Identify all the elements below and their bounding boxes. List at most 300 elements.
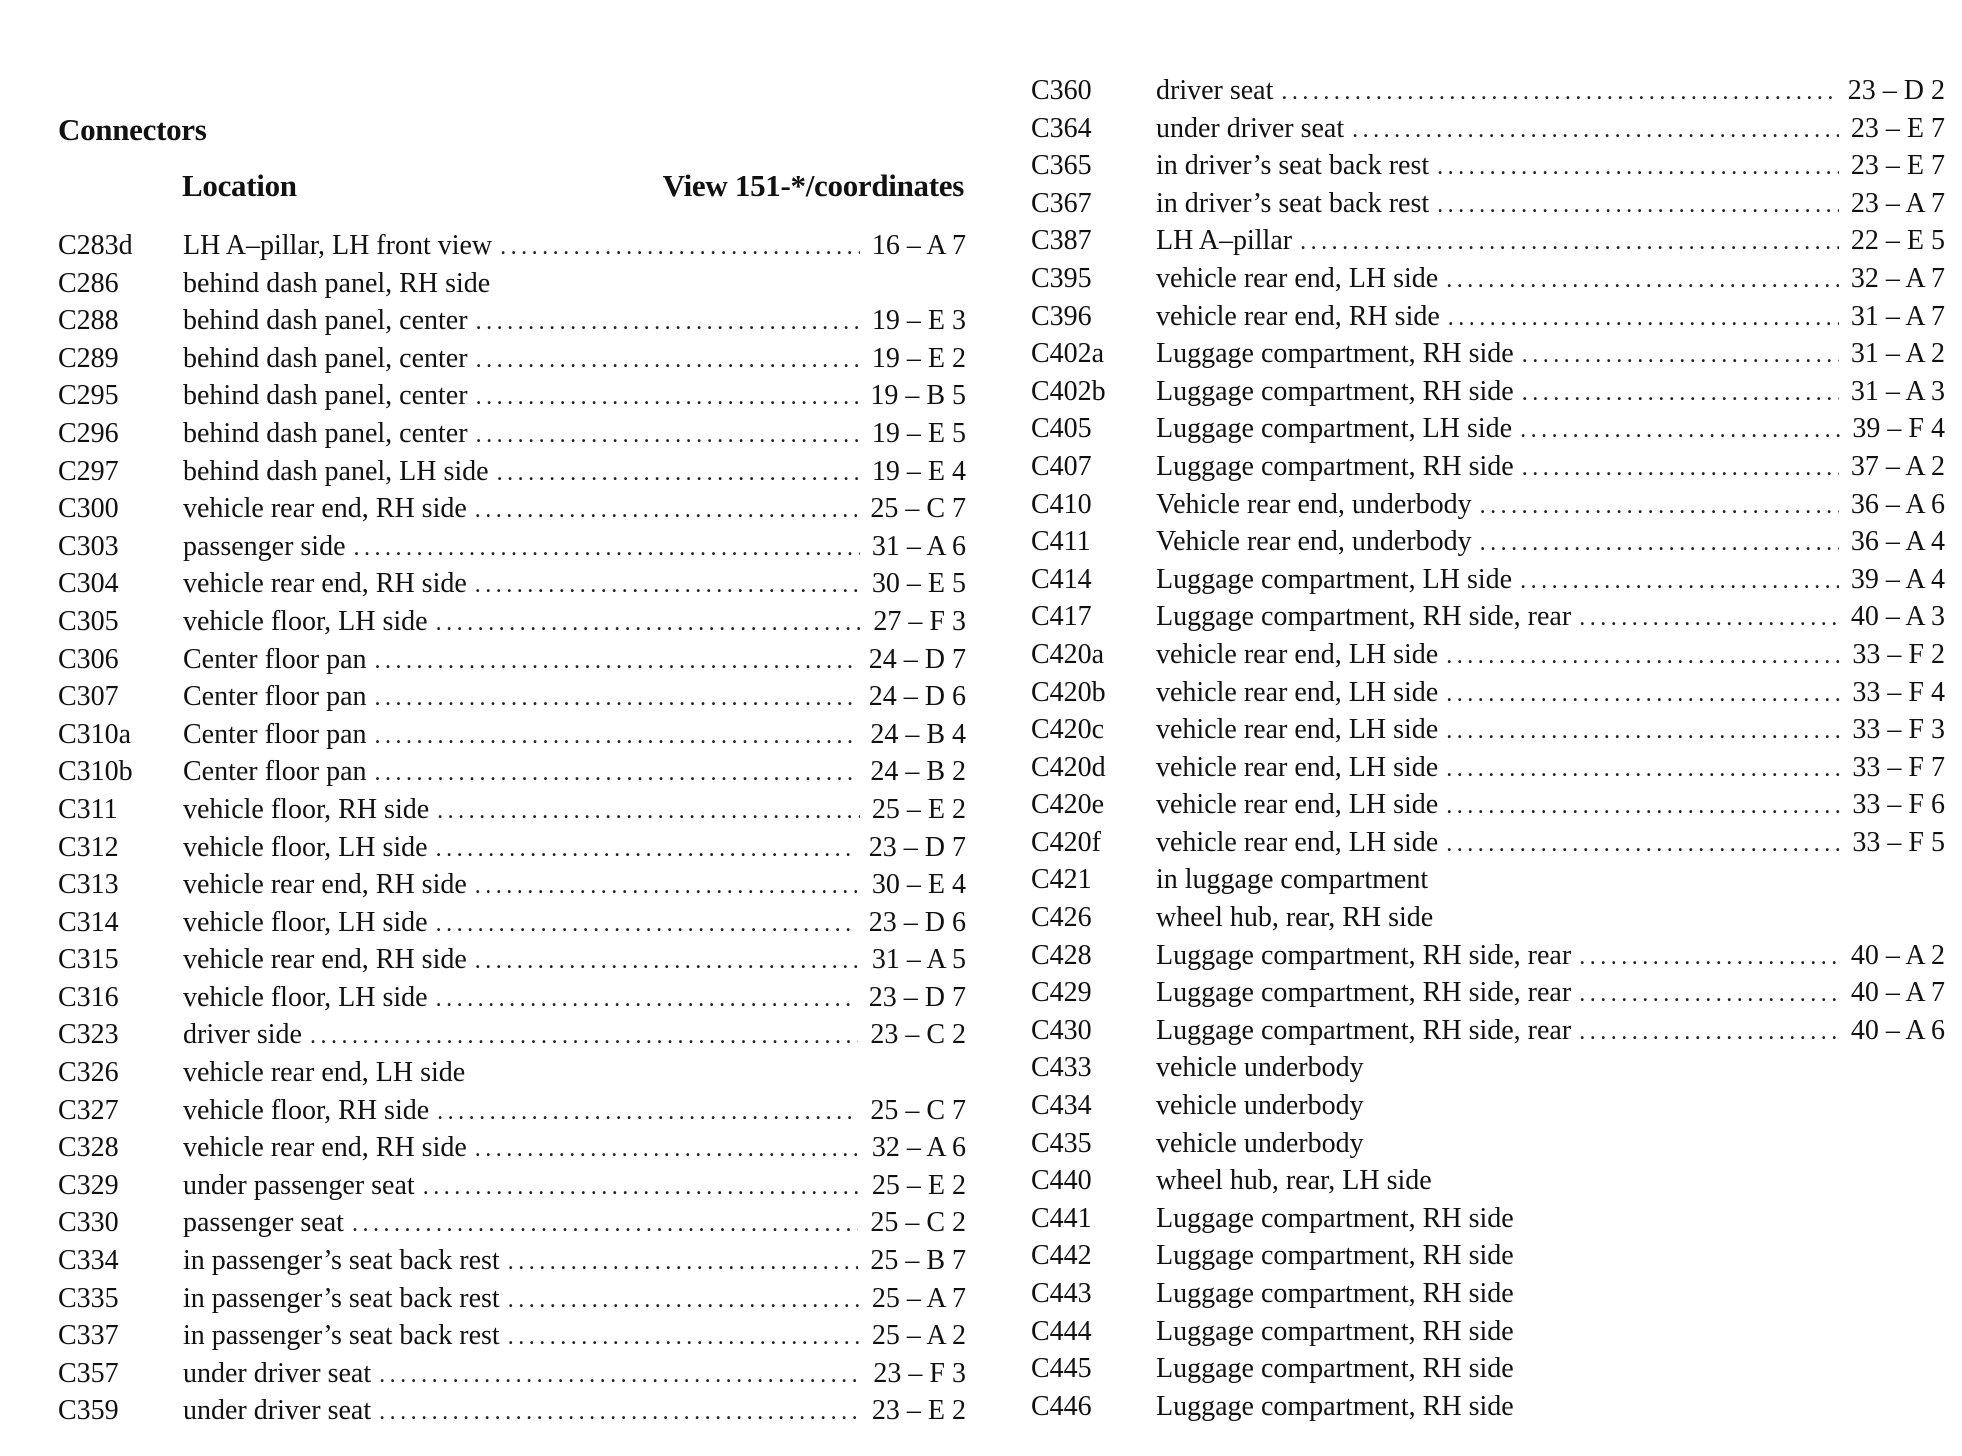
dot-leader [508, 1244, 859, 1282]
connector-coordinates: 40 – A 6 [1850, 1014, 1945, 1046]
dot-leader [310, 1018, 858, 1056]
connector-code: C334 [58, 1245, 119, 1277]
connector-row [1031, 448, 1945, 486]
dot-leader [1520, 563, 1839, 601]
dot-leader [1446, 676, 1840, 714]
dot-leader [1522, 337, 1839, 375]
connector-location: behind dash panel, center [183, 417, 468, 449]
dot-leader [436, 906, 857, 944]
connector-code: C434 [1031, 1090, 1092, 1122]
connector-location: vehicle floor, LH side [183, 605, 428, 637]
connector-location: vehicle rear end, LH side [1156, 751, 1439, 783]
connector-row [58, 227, 966, 265]
connector-location: Luggage compartment, RH side, rear [1156, 977, 1572, 1009]
connector-row [58, 415, 966, 453]
connector-location: LH A–pillar, LH front view [183, 230, 493, 261]
connector-coordinates: 23 – D 7 [868, 831, 966, 863]
dot-leader [375, 643, 857, 681]
dot-leader [437, 793, 860, 831]
connector-code: C327 [58, 1094, 119, 1126]
connector-code: C405 [1031, 413, 1092, 445]
connector-location: under driver seat [183, 1395, 372, 1427]
connector-code: C420c [1031, 714, 1105, 746]
connector-row [58, 678, 966, 716]
connector-location: in passenger’s seat back rest [183, 1282, 500, 1314]
dot-leader [379, 1357, 861, 1395]
dot-leader [1281, 74, 1835, 112]
connector-row [1031, 1275, 1945, 1313]
connector-code: C429 [1031, 977, 1092, 1009]
connector-row [58, 753, 966, 791]
dot-leader [379, 1394, 860, 1432]
location-column-header: Location [182, 168, 297, 203]
connector-coordinates: 25 – E 2 [871, 1169, 966, 1201]
connector-row [1031, 899, 1945, 937]
connector-row [58, 265, 966, 303]
connector-coordinates: 25 – C 7 [870, 493, 966, 525]
connector-code: C310a [58, 718, 132, 750]
connector-location: vehicle rear end, LH side [1156, 826, 1439, 858]
connector-location: under driver seat [183, 1357, 372, 1389]
dot-leader [497, 455, 860, 493]
dot-leader [1446, 826, 1840, 864]
connector-location: vehicle rear end, LH side [1156, 638, 1439, 670]
connector-code: C359 [58, 1395, 119, 1427]
dot-leader [1579, 939, 1839, 977]
connector-coordinates: 25 – A 7 [871, 1282, 966, 1314]
connector-location: vehicle underbody [1156, 1052, 1364, 1084]
connector-location: Luggage compartment, RH side [1156, 338, 1514, 370]
dot-leader [1446, 751, 1840, 789]
connector-code: C305 [58, 605, 119, 637]
dot-leader [476, 304, 860, 342]
dot-leader [375, 755, 859, 793]
connector-location: vehicle rear end, LH side [1156, 676, 1439, 708]
connector-row [58, 1392, 966, 1430]
connector-code: C335 [58, 1282, 119, 1314]
connector-code: C414 [1031, 563, 1092, 595]
connector-row [58, 829, 966, 867]
connector-row [58, 603, 966, 641]
connector-coordinates: 24 – B 2 [870, 756, 966, 788]
connector-code: C295 [58, 380, 119, 412]
connector-code: C297 [58, 455, 119, 487]
connector-code: C310b [58, 756, 133, 788]
connector-coordinates: 23 – A 7 [1850, 187, 1945, 219]
connector-row [1031, 824, 1945, 862]
connector-coordinates: 23 – D 7 [868, 981, 966, 1013]
dot-leader [354, 530, 860, 568]
connector-location: Luggage compartment, RH side [1156, 1315, 1514, 1347]
connector-code: C440 [1031, 1165, 1092, 1197]
connector-row [58, 979, 966, 1017]
connector-location: vehicle rear end, LH side [183, 1057, 466, 1089]
page-title: Connectors [58, 112, 207, 147]
connector-code: C288 [58, 305, 119, 337]
connector-row [1031, 298, 1945, 336]
connector-row [1031, 373, 1945, 411]
connector-row [1031, 410, 1945, 448]
connector-row [1031, 561, 1945, 599]
dot-leader [1448, 300, 1839, 338]
connector-coordinates: 22 – E 5 [1850, 225, 1945, 257]
connector-location: vehicle rear end, RH side [183, 568, 467, 600]
connector-coordinates: 31 – A 2 [1850, 338, 1945, 370]
connector-code: C430 [1031, 1014, 1092, 1046]
dot-leader [375, 718, 859, 756]
dot-leader [1579, 600, 1839, 638]
connector-coordinates: 27 – F 3 [873, 605, 966, 637]
dot-leader [437, 1094, 858, 1132]
dot-leader [1437, 149, 1839, 187]
dot-leader [475, 868, 860, 906]
connector-code: C420b [1031, 676, 1106, 708]
connector-row [1031, 1313, 1945, 1351]
connector-location: vehicle floor, LH side [183, 831, 428, 863]
connector-coordinates: 19 – B 5 [870, 380, 966, 412]
connector-coordinates: 31 – A 5 [871, 944, 966, 976]
connector-code: C307 [58, 681, 119, 713]
dot-leader [476, 342, 860, 380]
connector-location: vehicle rear end, LH side [1156, 262, 1439, 294]
connector-code: C357 [58, 1357, 119, 1389]
connector-code: C410 [1031, 488, 1092, 520]
connector-code: C402a [1031, 338, 1105, 370]
dot-leader [436, 831, 857, 869]
connector-coordinates: 39 – A 4 [1850, 563, 1945, 595]
connector-location: Center floor pan [183, 643, 367, 675]
connector-location: wheel hub, rear, LH side [1156, 1165, 1432, 1197]
connector-code: C365 [1031, 150, 1092, 182]
connector-location: Luggage compartment, LH side [1156, 563, 1513, 595]
connector-row [58, 904, 966, 942]
connector-coordinates: 23 – E 7 [1850, 112, 1945, 144]
connector-row [58, 1092, 966, 1130]
connector-location: wheel hub, rear, RH side [1156, 902, 1434, 934]
dot-leader [1446, 713, 1840, 751]
connector-location: vehicle rear end, RH side [183, 869, 467, 901]
dot-leader [436, 981, 857, 1019]
connector-row [58, 866, 966, 904]
connector-code: C421 [1031, 864, 1092, 896]
connector-row [1031, 1049, 1945, 1087]
connector-code: C296 [58, 417, 119, 449]
connector-coordinates: 31 – A 6 [871, 530, 966, 562]
connector-row [1031, 1087, 1945, 1125]
connector-code: C315 [58, 944, 119, 976]
connector-row [1031, 749, 1945, 787]
connector-coordinates: 32 – A 7 [1850, 262, 1945, 294]
connector-location: behind dash panel, center [183, 380, 468, 412]
connector-location: Luggage compartment, RH side [1156, 1240, 1514, 1272]
connector-location: vehicle floor, LH side [183, 906, 428, 938]
dot-leader [476, 379, 859, 417]
dot-leader [475, 567, 860, 605]
connector-location: under passenger seat [183, 1169, 415, 1201]
dot-leader [476, 417, 860, 455]
connector-list-left [58, 227, 966, 1430]
connector-code: C417 [1031, 601, 1092, 633]
connector-row [58, 941, 966, 979]
dot-leader [1522, 375, 1839, 413]
connector-row [58, 340, 966, 378]
connector-coordinates: 33 – F 5 [1852, 826, 1945, 858]
connector-location: vehicle rear end, RH side [183, 944, 467, 976]
dot-leader [1522, 450, 1839, 488]
connector-location: in passenger’s seat back rest [183, 1245, 500, 1277]
connector-code: C304 [58, 568, 119, 600]
connector-coordinates: 33 – F 7 [1852, 751, 1945, 783]
connector-location: in luggage compartment [1156, 864, 1429, 896]
connector-row [1031, 974, 1945, 1012]
connector-row [58, 377, 966, 415]
connector-code: C433 [1031, 1052, 1092, 1084]
dot-leader [1520, 412, 1840, 450]
view-coordinates-column-header: View 151-*/coordinates [662, 168, 964, 203]
connector-coordinates: 25 – C 7 [870, 1094, 966, 1126]
connector-code: C367 [1031, 187, 1092, 219]
connector-coordinates: 19 – E 3 [871, 305, 966, 337]
connector-row [58, 716, 966, 754]
connector-code: C395 [1031, 262, 1092, 294]
connector-coordinates: 30 – E 4 [871, 869, 966, 901]
dot-leader [1446, 262, 1839, 300]
dot-leader [1480, 525, 1839, 563]
connector-row [58, 1054, 966, 1092]
connector-coordinates: 16 – A 7 [871, 230, 966, 261]
connector-list-right [1031, 72, 1945, 1425]
connector-location: behind dash panel, RH side [183, 267, 491, 299]
connector-location: Center floor pan [183, 718, 367, 750]
connector-row [58, 791, 966, 829]
connector-coordinates: 36 – A 4 [1850, 526, 1945, 558]
connector-code: C300 [58, 493, 119, 525]
connector-row [58, 1280, 966, 1318]
connector-row [58, 1355, 966, 1393]
dot-leader [423, 1169, 860, 1207]
connector-coordinates: 33 – F 4 [1852, 676, 1945, 708]
connector-location: Luggage compartment, RH side [1156, 450, 1514, 482]
connector-location: Luggage compartment, RH side [1156, 1278, 1514, 1309]
connector-location: vehicle rear end, LH side [1156, 714, 1439, 746]
connector-code: C313 [58, 869, 119, 901]
connector-location: in driver’s seat back rest [1156, 187, 1430, 219]
connector-location: vehicle rear end, LH side [1156, 789, 1439, 821]
connector-coordinates: 40 – A 2 [1850, 939, 1945, 971]
connector-location: in driver’s seat back rest [1156, 150, 1430, 182]
connector-row [58, 1167, 966, 1205]
connector-location: behind dash panel, center [183, 342, 468, 374]
connector-code: C323 [58, 1019, 119, 1051]
connector-location: Luggage compartment, RH side [1156, 1202, 1514, 1234]
dot-leader [1300, 224, 1839, 262]
connector-code: C329 [58, 1169, 119, 1201]
connector-coordinates: 23 – D 2 [1847, 75, 1945, 106]
connector-coordinates: 25 – A 2 [871, 1320, 966, 1352]
connector-coordinates: 32 – A 6 [871, 1132, 966, 1164]
connector-code: C445 [1031, 1353, 1092, 1385]
connector-coordinates: 36 – A 6 [1850, 488, 1945, 520]
connector-row [1031, 523, 1945, 561]
connector-row [1031, 1200, 1945, 1238]
dot-leader [508, 1319, 860, 1357]
connector-row [1031, 185, 1945, 223]
connector-location: Luggage compartment, RH side [1156, 1353, 1514, 1385]
connector-code: C420a [1031, 638, 1105, 670]
connector-row [1031, 711, 1945, 749]
connector-code: C328 [58, 1132, 119, 1164]
connector-row [1031, 260, 1945, 298]
connector-location: Luggage compartment, RH side, rear [1156, 939, 1572, 971]
connector-code: C326 [58, 1057, 119, 1089]
connector-code: C402b [1031, 375, 1106, 407]
connector-coordinates: 40 – A 3 [1850, 601, 1945, 633]
connector-coordinates: 33 – F 6 [1852, 789, 1945, 821]
connector-coordinates: 24 – D 7 [868, 643, 966, 675]
connector-location: vehicle rear end, RH side [183, 1132, 467, 1164]
connector-coordinates: 19 – E 2 [871, 342, 966, 374]
connector-code: C330 [58, 1207, 119, 1239]
connector-code: C443 [1031, 1278, 1092, 1309]
connector-coordinates: 24 – D 6 [868, 681, 966, 713]
connector-row [1031, 147, 1945, 185]
connector-coordinates: 23 – E 7 [1850, 150, 1945, 182]
connector-row [58, 565, 966, 603]
dot-leader [1446, 788, 1840, 826]
connector-location: vehicle floor, RH side [183, 793, 430, 825]
connector-coordinates: 23 – C 2 [870, 1019, 966, 1051]
connector-location: vehicle rear end, RH side [1156, 300, 1440, 332]
connector-location: Luggage compartment, RH side [1156, 375, 1514, 407]
connector-code: C360 [1031, 75, 1092, 106]
connector-code: C387 [1031, 225, 1092, 257]
connector-coordinates: 37 – A 2 [1850, 450, 1945, 482]
connector-row [1031, 222, 1945, 260]
dot-leader [475, 943, 860, 981]
connector-location: driver side [183, 1019, 302, 1051]
connector-row [58, 490, 966, 528]
connector-location: LH A–pillar [1156, 225, 1293, 257]
dot-leader [1579, 976, 1839, 1014]
connector-code: C426 [1031, 902, 1092, 934]
connector-location: vehicle rear end, RH side [183, 493, 467, 525]
connector-location: Vehicle rear end, underbody [1156, 526, 1472, 558]
connector-code: C446 [1031, 1390, 1092, 1422]
connector-coordinates: 33 – F 2 [1852, 638, 1945, 670]
connector-location: behind dash panel, LH side [183, 455, 489, 487]
connector-location: vehicle underbody [1156, 1090, 1364, 1122]
connector-row [1031, 674, 1945, 712]
connector-code: C420f [1031, 826, 1101, 858]
connector-coordinates: 40 – A 7 [1850, 977, 1945, 1009]
connector-row [1031, 861, 1945, 899]
connector-coordinates: 23 – D 6 [868, 906, 966, 938]
dot-leader [1437, 187, 1839, 225]
connector-coordinates: 19 – E 4 [871, 455, 966, 487]
connector-location: Vehicle rear end, underbody [1156, 488, 1472, 520]
dot-leader [1446, 638, 1840, 676]
connector-location: vehicle floor, RH side [183, 1094, 430, 1126]
connector-coordinates: 24 – B 4 [870, 718, 966, 750]
connector-code: C303 [58, 530, 119, 562]
connector-location: passenger seat [183, 1207, 344, 1239]
connector-location: in passenger’s seat back rest [183, 1320, 500, 1352]
dot-leader [475, 492, 859, 530]
connector-row [1031, 1388, 1945, 1426]
connector-row [58, 453, 966, 491]
connector-code: C411 [1031, 526, 1091, 558]
connector-coordinates: 23 – E 2 [871, 1395, 966, 1427]
connector-row [58, 641, 966, 679]
connector-code: C407 [1031, 450, 1092, 482]
connector-row [1031, 1125, 1945, 1163]
connector-code: C435 [1031, 1127, 1092, 1159]
connector-location: Luggage compartment, RH side [1156, 1390, 1514, 1422]
connector-row [58, 1204, 966, 1242]
connector-location: behind dash panel, center [183, 305, 468, 337]
connector-location: driver seat [1156, 75, 1274, 106]
connector-coordinates: 31 – A 3 [1850, 375, 1945, 407]
connector-coordinates: 33 – F 3 [1852, 714, 1945, 746]
connector-location: Luggage compartment, RH side, rear [1156, 1014, 1572, 1046]
connector-row [1031, 1237, 1945, 1275]
dot-leader [475, 1131, 860, 1169]
connector-coordinates: 31 – A 7 [1850, 300, 1945, 332]
dot-leader [352, 1206, 858, 1244]
connector-code: C283d [58, 230, 133, 261]
connector-row [1031, 1350, 1945, 1388]
connector-code: C316 [58, 981, 119, 1013]
connector-row [1031, 598, 1945, 636]
connector-code: C286 [58, 267, 119, 299]
connector-row [58, 1129, 966, 1167]
connector-code: C396 [1031, 300, 1092, 332]
connector-code: C314 [58, 906, 119, 938]
connector-coordinates: 30 – E 5 [871, 568, 966, 600]
connector-code: C364 [1031, 112, 1092, 144]
dot-leader [375, 680, 857, 718]
connector-row [1031, 636, 1945, 674]
connector-code: C420d [1031, 751, 1106, 783]
connector-location: vehicle underbody [1156, 1127, 1364, 1159]
connector-row [1031, 110, 1945, 148]
dot-leader [508, 1282, 860, 1320]
connector-coordinates: 25 – B 7 [870, 1245, 966, 1277]
connector-code: C311 [58, 793, 118, 825]
dot-leader [500, 229, 860, 267]
connector-row [58, 1317, 966, 1355]
connector-code: C442 [1031, 1240, 1092, 1272]
connector-row [58, 1016, 966, 1054]
connector-code: C420e [1031, 789, 1105, 821]
connector-location: passenger side [183, 530, 346, 562]
connector-location: Center floor pan [183, 756, 367, 788]
connector-row [1031, 1162, 1945, 1200]
connector-row [1031, 937, 1945, 975]
connector-coordinates: 23 – F 3 [873, 1357, 966, 1389]
connector-coordinates: 39 – F 4 [1852, 413, 1945, 445]
connector-row [58, 302, 966, 340]
connector-location: Luggage compartment, RH side, rear [1156, 601, 1572, 633]
connector-row [1031, 486, 1945, 524]
dot-leader [1352, 112, 1839, 150]
connector-code: C441 [1031, 1202, 1092, 1234]
connector-code: C289 [58, 342, 119, 374]
connector-row [1031, 786, 1945, 824]
connector-row [58, 1242, 966, 1280]
dot-leader [1579, 1014, 1839, 1052]
connector-code: C312 [58, 831, 119, 863]
